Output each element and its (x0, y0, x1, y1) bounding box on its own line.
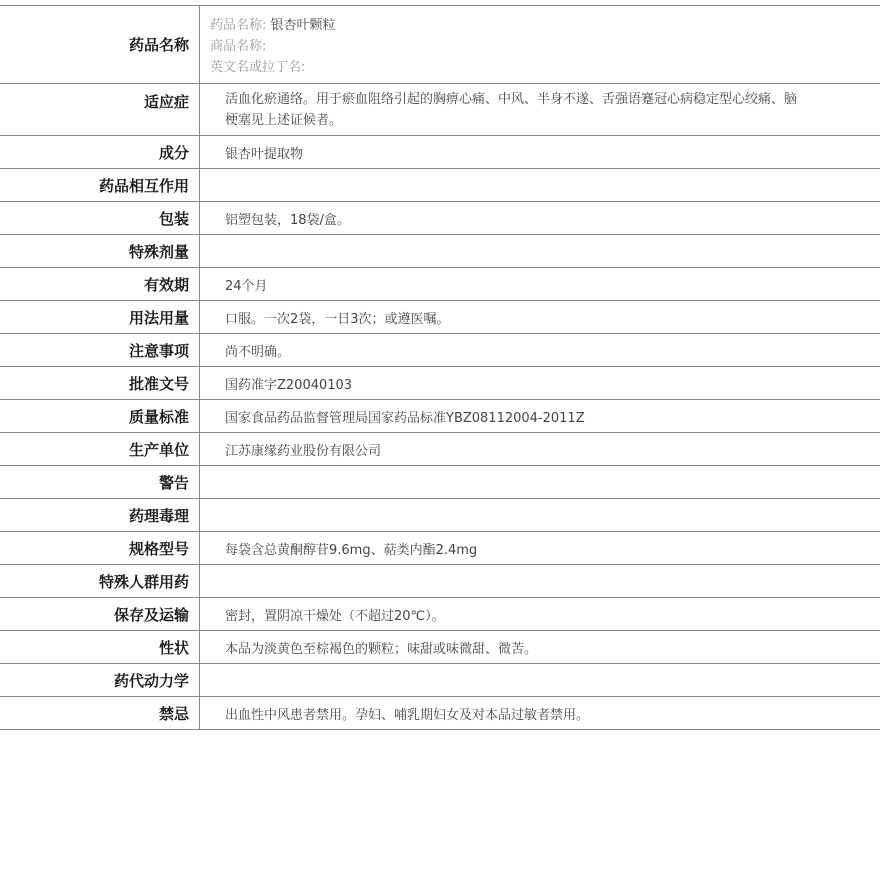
trade-name-key: 商品名称: (210, 39, 267, 54)
row-value: 24个月 (225, 278, 268, 294)
row-label: 性状 (0, 631, 200, 663)
row-label: 药品名称 (0, 6, 200, 83)
row-label: 批准文号 (0, 367, 200, 399)
row-indications (0, 84, 880, 136)
row-label: 保存及运输 (0, 598, 200, 630)
row-label: 有效期 (0, 268, 200, 300)
row-label: 警告 (0, 466, 200, 498)
row-label: 规格型号 (0, 532, 200, 564)
row-label: 药代动力学 (0, 664, 200, 696)
row-value: 铝塑包装，18袋/盒。 (225, 212, 350, 228)
row-contraindications (0, 697, 880, 730)
row-label: 适应症 (0, 84, 200, 135)
trade-name-line (210, 36, 880, 57)
row-interactions (0, 169, 880, 202)
row-value: 本品为淡黄色至棕褐色的颗粒；味甜或味微甜、微苦。 (225, 641, 538, 657)
row-packaging (0, 202, 880, 235)
row-value: 口服。一次2袋，一日3次；或遵医嘱。 (225, 311, 450, 327)
row-quality-standard (0, 400, 880, 433)
row-label: 生产单位 (0, 433, 200, 465)
row-precautions (0, 334, 880, 367)
row-value: 出血性中风患者禁用。孕妇、哺乳期妇女及对本品过敏者禁用。 (225, 707, 590, 723)
row-label: 注意事项 (0, 334, 200, 366)
row-label: 包装 (0, 202, 200, 234)
row-value: 江苏康缘药业股份有限公司 (225, 443, 382, 459)
row-value: 活血化瘀通络。用于瘀血阻络引起的胸痹心痛、中风、半身不遂、舌强语蹇冠心病稳定型心绞痛、脑梗塞见上述证候者。 (225, 92, 798, 128)
row-approval-number (0, 367, 880, 400)
row-pharmacology-toxicology (0, 499, 880, 532)
row-specification (0, 532, 880, 565)
drug-name-key: 药品名称: (210, 18, 267, 33)
row-drug-name (0, 6, 880, 84)
row-label: 质量标准 (0, 400, 200, 432)
row-label: 用法用量 (0, 301, 200, 333)
row-value: 国家食品药品监督管理局国家药品标准YBZ08112004-2011Z (225, 410, 585, 426)
row-manufacturer (0, 433, 880, 466)
row-value (200, 565, 880, 597)
row-label: 特殊人群用药 (0, 565, 200, 597)
english-name-key: 英文名或拉丁名: (210, 60, 306, 75)
drug-name-line (210, 15, 880, 36)
row-label: 特殊剂量 (0, 235, 200, 267)
drug-info-table (0, 5, 880, 730)
row-storage-transport (0, 598, 880, 631)
row-value: 每袋含总黄酮醇苷9.6mg、萜类内酯2.4mg (225, 542, 478, 558)
row-value: 密封，置阴凉干燥处（不超过20℃）。 (225, 608, 445, 624)
row-characteristics (0, 631, 880, 664)
row-shelf-life (0, 268, 880, 301)
name-values (200, 6, 880, 83)
row-special-dosage (0, 235, 880, 268)
row-value: 国药准字Z20040103 (225, 377, 353, 393)
row-label: 成分 (0, 136, 200, 168)
row-ingredients (0, 136, 880, 169)
row-value (200, 169, 880, 201)
drug-name-value: 银杏叶颗粒 (270, 18, 336, 33)
row-special-populations (0, 565, 880, 598)
row-label: 药理毒理 (0, 499, 200, 531)
row-value: 尚不明确。 (225, 344, 291, 360)
row-value (200, 664, 880, 696)
row-label: 禁忌 (0, 697, 200, 729)
english-name-line (210, 57, 880, 78)
row-warning (0, 466, 880, 499)
row-value: 银杏叶提取物 (225, 146, 304, 162)
row-label: 药品相互作用 (0, 169, 200, 201)
row-usage-dosage (0, 301, 880, 334)
row-value (200, 235, 880, 267)
row-value (200, 499, 880, 531)
row-value (200, 466, 880, 498)
row-pharmacokinetics (0, 664, 880, 697)
